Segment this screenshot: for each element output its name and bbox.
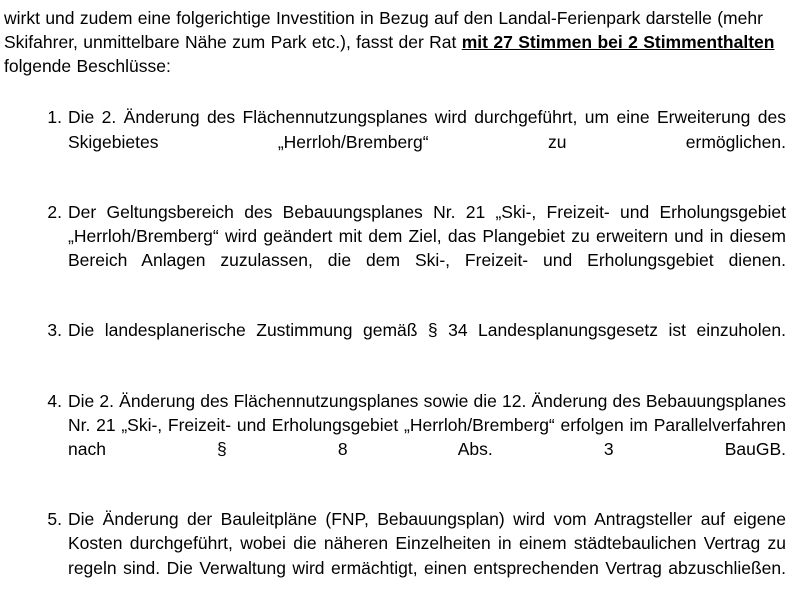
- list-item: [0, 105, 800, 177]
- list-item-text: Die 2. Änderung des Flächennutzungsplanes wird durchgeführt, um eine Erweiterung des Skigebietes „Herrloh/Bremberg“ zu ermöglichen.: [68, 107, 786, 152]
- list-item: [0, 507, 800, 604]
- intro-text-before: wirkt und zudem eine folgerichtige Investition in Bezug auf den Landal-Ferienpark darstelle (mehr Skifahrer, unmittelbare Nähe zum Park etc.), fasst der Rat: [4, 8, 763, 53]
- list-item-marker: 4.: [47, 390, 62, 411]
- resolutions-list: [0, 105, 800, 603]
- list-item-text: Der Geltungsbereich des Bebauungsplanes Nr. 21 „Ski-, Freizeit- und Erholungsgebiet „Herrloh/Bremberg“ wird geändert mit dem Ziel, das Plangebiet zu erweitern und in diesem Bereich Anlagen zuzulassen, die dem Ski-, Freizeit- und Erholungsgebiet dienen.: [68, 201, 786, 271]
- list-item: [0, 389, 800, 486]
- list-item: [0, 200, 800, 297]
- list-item-text: Die landesplanerische Zustimmung gemäß § 34 Landesplanungsgesetz ist einzuholen.: [68, 320, 786, 341]
- intro-text-after: folgende Beschlüsse:: [4, 56, 171, 77]
- list-item-text: Die Änderung der Bauleitpläne (FNP, Bebauungsplan) wird vom Antragsteller auf eigene Kosten durchgeführt, wobei die näheren Einzelheiten in einem städtebaulichen Vertrag zu regeln sind. Die Verwaltung wird ermächtigt, einen entsprechenden Vertrag abzuschließen.: [68, 509, 786, 578]
- intro-emphasis: mit 27 Stimmen bei 2 Stimmenthalten: [461, 32, 775, 53]
- list-item-marker: 2.: [47, 201, 62, 222]
- list-item: [0, 318, 800, 366]
- intro-paragraph: [0, 0, 800, 78]
- list-item-marker: 3.: [47, 320, 62, 341]
- list-item-text: Die 2. Änderung des Flächennutzungsplanes sowie die 12. Änderung des Bebauungsplanes Nr. 21 „Ski-, Freizeit- und Erholungsgebiet „Herrloh/Bremberg“ erfolgen im Parallelverfahren nach § 8 Abs. 3 BauGB.: [68, 390, 786, 459]
- list-item-marker: 5.: [47, 509, 62, 530]
- list-item-marker: 1.: [47, 107, 62, 128]
